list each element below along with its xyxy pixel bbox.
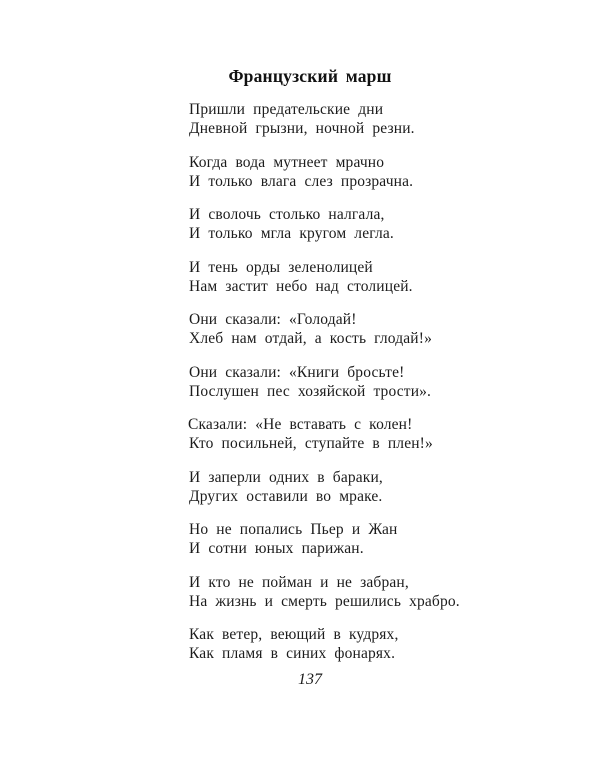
poem-line: На жизнь и смерть решились храбро.: [189, 592, 460, 610]
poem-line: Других оставили во мраке.: [189, 487, 383, 505]
page-number: 137: [298, 671, 322, 688]
poem-line: Пришли предательские дни: [189, 101, 384, 118]
stanza: [189, 520, 509, 573]
stanza: [189, 205, 509, 258]
poem-line: И только влага слез прозрачна.: [189, 172, 414, 190]
poem-line: Но не попались Пьер и Жан: [189, 521, 398, 538]
stanza: [189, 258, 509, 311]
poem-line: И заперли одних в бараки,: [189, 468, 383, 486]
poem-line: Они сказали: «Голодай!: [189, 311, 357, 328]
stanza: [189, 415, 509, 468]
poem-line: И кто не пойман и не забран,: [189, 573, 409, 591]
stanza: [189, 573, 509, 626]
poem-line: Послушен пес хозяйской трости».: [189, 382, 432, 400]
poem-line: Хлеб нам отдай, а кость глодай!»: [189, 330, 432, 347]
poem-body: [189, 100, 509, 678]
poem-line: Как ветер, веющий в кудрях,: [189, 626, 399, 643]
stanza: [189, 468, 509, 521]
stanza: [189, 363, 509, 416]
poem-line: И сотни юных парижан.: [189, 540, 364, 557]
poem-line: И тень орды зеленолицей: [189, 258, 373, 276]
stanza: [189, 153, 509, 206]
stanza: [189, 100, 509, 153]
stanza: [189, 625, 509, 678]
poem-title: Французский марш: [228, 66, 392, 86]
poem-line: И только мгла кругом легла.: [189, 225, 394, 242]
poem-line: И сволочь столько налгала,: [189, 206, 385, 223]
stanza: [189, 310, 509, 363]
poem-line: Сказали: «Не вставать с колен!: [188, 416, 413, 433]
poem-line: Нам застит небо над столицей.: [189, 277, 413, 295]
poem-line: Кто посильней, ступайте в плен!»: [189, 435, 433, 452]
poem-line: Дневной грызни, ночной резни.: [189, 120, 415, 137]
poem-line: Когда вода мутнеет мрачно: [189, 153, 385, 171]
poem-line: Они сказали: «Книги бросьте!: [189, 363, 405, 381]
poem-line: Как пламя в синих фонарях.: [189, 645, 396, 662]
